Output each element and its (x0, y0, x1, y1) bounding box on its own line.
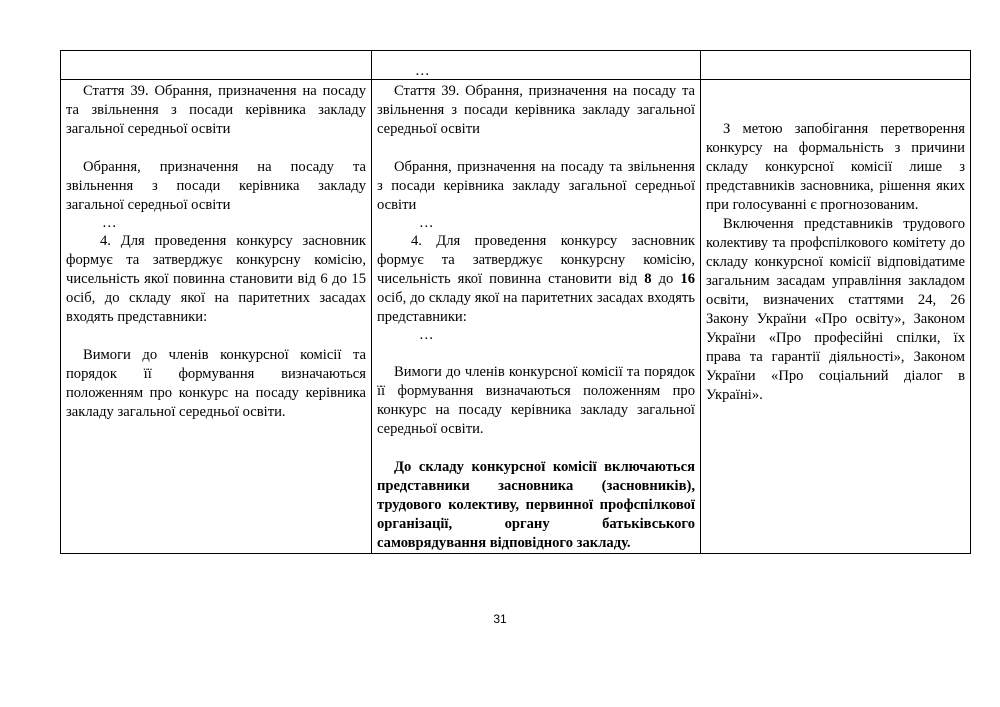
table-row (61, 51, 971, 80)
ellipsis-text: … (419, 327, 434, 343)
requirements-paragraph: Вимоги до членів конкурсної комісії та порядок її формування визначаються положенням про конкурс на посаду керівника закладу загальної середньої освіти. (377, 364, 695, 437)
paragraph-1: Обрання, призначення на посаду та звільнення з посади керівника закладу загальної середньої освіти (377, 159, 695, 213)
comparison-table (60, 50, 971, 554)
header-cell-2 (372, 51, 701, 80)
paragraph-1: Обрання, призначення на посаду та звільнення з посади керівника закладу загальної середньої освіти (66, 159, 366, 213)
proposed-law-cell (372, 80, 701, 554)
ellipsis-text: … (419, 215, 434, 231)
member-count-min: 8 (644, 271, 652, 287)
article-title: Стаття 39. Обрання, призначення на посаду та звільнення з посади керівника закладу загальної середньої освіти (377, 83, 695, 137)
article-title: Стаття 39. Обрання, призначення на посаду та звільнення з посади керівника закладу загальної середньої освіти (66, 83, 366, 137)
ellipsis-text: … (102, 215, 117, 231)
justification-paragraph-1: З метою запобігання перетворення конкурсу на формальність з причини складу конкурсної комісії лише з представників засновника, рішення яких при голосуванні є прогнозованим. (706, 121, 965, 213)
page-number: 31 (493, 612, 507, 626)
header-cell-1 (61, 51, 372, 80)
table-row (61, 80, 971, 554)
justification-cell (701, 80, 971, 554)
header-cell-3 (701, 51, 971, 80)
member-count-max: 16 (680, 271, 695, 287)
new-provision-paragraph: До складу конкурсної комісії включаються представники засновника (засновників), трудового колективу, первинної профспілкової організації, органу батьківського самоврядування відповідного закладу. (377, 459, 695, 551)
justification-paragraph-2: Включення представників трудового колективу та профспілкового комітету до складу конкурсної комісії відповідатиме загальним засадам управління закладом освіти, визначених статтями 24, 26 Закону України «Про освіту», Законом України «Про професійні спілки, їх права та гарантії діяльності», Законом України «Про соціальний діалог в Україні». (706, 216, 965, 403)
current-law-cell (61, 80, 372, 554)
paragraph-4: 4. Для проведення конкурсу засновник формує та затверджує конкурсну комісію, чисельність якої повинна становити від 8 до 16 осіб, до складу якої на паритетних засадах входять представники: (377, 233, 695, 325)
requirements-paragraph: Вимоги до членів конкурсної комісії та порядок її формування визначаються положенням про конкурс на посаду керівника закладу загальної середньої освіти. (66, 347, 366, 420)
paragraph-4: 4. Для проведення конкурсу засновник формує та затверджує конкурсну комісію, чисельність якої повинна становити від 6 до 15 осіб, до складу якої на паритетних засадах входять представники: (66, 233, 366, 325)
ellipsis-text: … (415, 63, 430, 79)
